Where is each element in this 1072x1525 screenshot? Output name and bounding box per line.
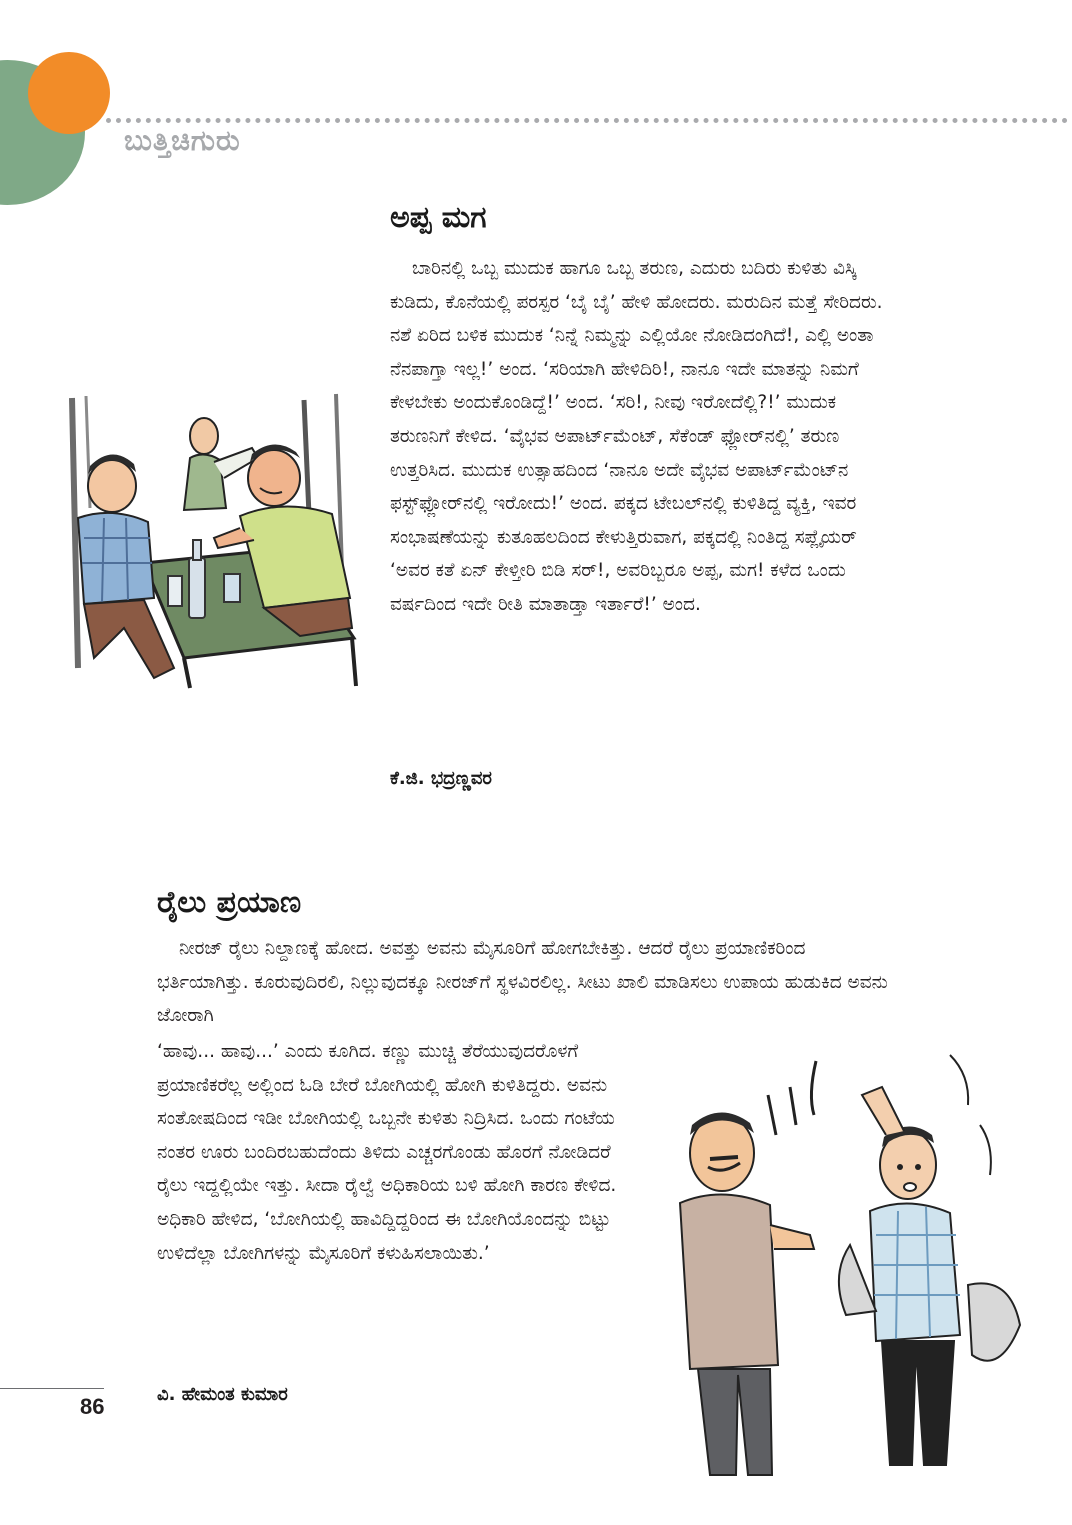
decorative-orange-circle [28, 52, 110, 134]
story-title: ರೈಲು ಪ್ರಯಾಣ [157, 885, 302, 920]
story-author: ವಿ. ಹೇಮಂತ ಕುಮಾರ [157, 1384, 288, 1405]
story-body [390, 252, 900, 622]
page-number-rule [0, 1388, 104, 1389]
page-number: 86 [80, 1394, 105, 1419]
story-body-continued [157, 1035, 637, 1270]
story-paragraph: ಬಾರಿನಲ್ಲಿ ಒಬ್ಬ ಮುದುಕ ಹಾಗೂ ಒಬ್ಬ ತರುಣ, ಎದುರು ಬದಿರು ಕುಳಿತು ವಿಸ್ಕಿ ಕುಡಿದು, ಕೊನೆಯಲ್ಲಿ ಪರಸ್ಪರ ‘ಬೈ ಬೈ’ ಹೇಳಿ ಹೋದರು. ಮರುದಿನ ಮತ್ತೆ ಸೇರಿದರು. ನಶೆ ಏರಿದ ಬಳಿಕ ಮುದುಕ ‘ನಿನ್ನೆ ನಿಮ್ಮನ್ನು ಎಲ್ಲಿಯೋ ನೋಡಿದಂಗಿದೆ!, ಎಲ್ಲಿ ಅಂತಾ ನೆನಪಾಗ್ತಾ ಇಲ್ಲ!’ ಅಂದ. ‘ಸರಿಯಾಗಿ ಹೇಳಿದಿರಿ!, ನಾನೂ ಇದೇ ಮಾತನ್ನು ನಿಮಗೆ ಕೇಳಬೇಕು ಅಂದುಕೊಂಡಿದ್ದೆ!’ ಅಂದ. ‘ಸರಿ!, ನೀವು ಇರೋದೆಲ್ಲಿ?!’ ಮುದುಕ ತರುಣನಿಗೆ ಕೇಳಿದ. ‘ವೈಭವ ಅಪಾರ್ಟ್‌ಮೆಂಟ್, ಸೆಕೆಂಡ್ ಫ್ಲೋರ್‌ನಲ್ಲಿ’ ತರುಣ ಉತ್ತರಿಸಿದ. ಮುದುಕ ಉತ್ಸಾಹದಿಂದ ‘ನಾನೂ ಅದೇ ವೈಭವ ಅಪಾರ್ಟ್‌ಮೆಂಟ್‌ನ ಫಸ್ಟ್‌ಫ್ಲೋರ್‌ನಲ್ಲಿ ಇರೋದು!’ ಅಂದ. ಪಕ್ಕದ ಟೇಬಲ್‌ನಲ್ಲಿ ಕುಳಿತಿದ್ದ ವ್ಯಕ್ತಿ, ಇವರ ಸಂಭಾಷಣೆಯನ್ನು ಕುತೂಹಲದಿಂದ ಕೇಳುತ್ತಿರುವಾಗ, ಪಕ್ಕದಲ್ಲಿ ನಿಂತಿದ್ದ ಸಪ್ಲೈಯರ್ ‘ಅವರ ಕತೆ ಏನ್ ಕೇಳ್ತೀರಿ ಬಿಡಿ ಸರ್!, ಅವರಿಬ್ಬರೂ ಅಪ್ಪ, ಮಗ! ಕಳೆದ ಒಂದು ವರ್ಷದಿಂದ ಇದೇ ರೀತಿ ಮಾತಾಡ್ತಾ ಇರ್ತಾರೆ!’ ಅಂದ. [390, 258, 883, 615]
story-paragraph: ನೀರಜ್ ರೈಲು ನಿಲ್ದಾಣಕ್ಕೆ ಹೋದ. ಅವತ್ತು ಅವನು ಮೈಸೂರಿಗೆ ಹೋಗಬೇಕಿತ್ತು. ಆದರೆ ರೈಲು ಪ್ರಯಾಣಿಕರಿಂದ ಭರ್ತಿಯಾಗಿತ್ತು. ಕೂರುವುದಿರಲಿ, ನಿಲ್ಲುವುದಕ್ಕೂ ನೀರಜ್‌ಗೆ ಸ್ಥಳವಿರಲಿಲ್ಲ. ಸೀಟು ಖಾಲಿ ಮಾಡಿಸಲು ಉಪಾಯ ಹುಡುಕಿದ ಅವನು ಜೋರಾಗಿ [157, 938, 888, 1027]
bar-scene-illustration [64, 388, 364, 690]
story-title: ಅಪ್ಪ ಮಗ [390, 200, 487, 235]
story-paragraph: ‘ಹಾವು... ಹಾವು...’ ಎಂದು ಕೂಗಿದ. ಕಣ್ಣು ಮುಚ್ಚಿ ತೆರೆಯುವುದರೊಳಗೆ ಪ್ರಯಾಣಿಕರೆಲ್ಲ ಅಲ್ಲಿಂದ ಓಡಿ ಬೇರೆ ಬೋಗಿಯಲ್ಲಿ ಹೋಗಿ ಕುಳಿತಿದ್ದರು. ಅವನು ಸಂತೋಷದಿಂದ ಇಡೀ ಬೋಗಿಯಲ್ಲಿ ಒಬ್ಬನೇ ಕುಳಿತು ನಿದ್ರಿಸಿದ. ಒಂದು ಗಂಟೆಯ ನಂತರ ಊರು ಬಂದಿರಬಹುದೆಂದು ತಿಳಿದು ಎಚ್ಚರಗೊಂಡು ಹೊರಗೆ ನೋಡಿದರೆ ರೈಲು ಇದ್ದಲ್ಲಿಯೇ ಇತ್ತು. ಸೀದಾ ರೈಲ್ವೆ ಅಧಿಕಾರಿಯ ಬಳಿ ಹೋಗಿ ಕಾರಣ ಕೇಳಿದ. ಅಧಿಕಾರಿ ಹೇಳಿದ, ‘ಬೋಗಿಯಲ್ಲಿ ಹಾವಿದ್ದಿದ್ದರಿಂದ ಈ ಬೋಗಿಯೊಂದನ್ನು ಬಿಟ್ಟು ಉಳಿದೆಲ್ಲಾ ಬೋಗಿಗಳನ್ನು ಮೈಸೂರಿಗೆ ಕಳುಹಿಸಲಾಯಿತು.’ [157, 1041, 617, 1264]
story-body [157, 932, 902, 1033]
section-title: ಬುತ್ತಿಚಿಗುರು [124, 124, 241, 157]
dotted-header-rule [106, 118, 1068, 123]
story-author: ಕೆ.ಜಿ. ಭದ್ರಣ್ಣವರ [390, 768, 492, 789]
train-passengers-illustration [650, 1035, 1050, 1485]
